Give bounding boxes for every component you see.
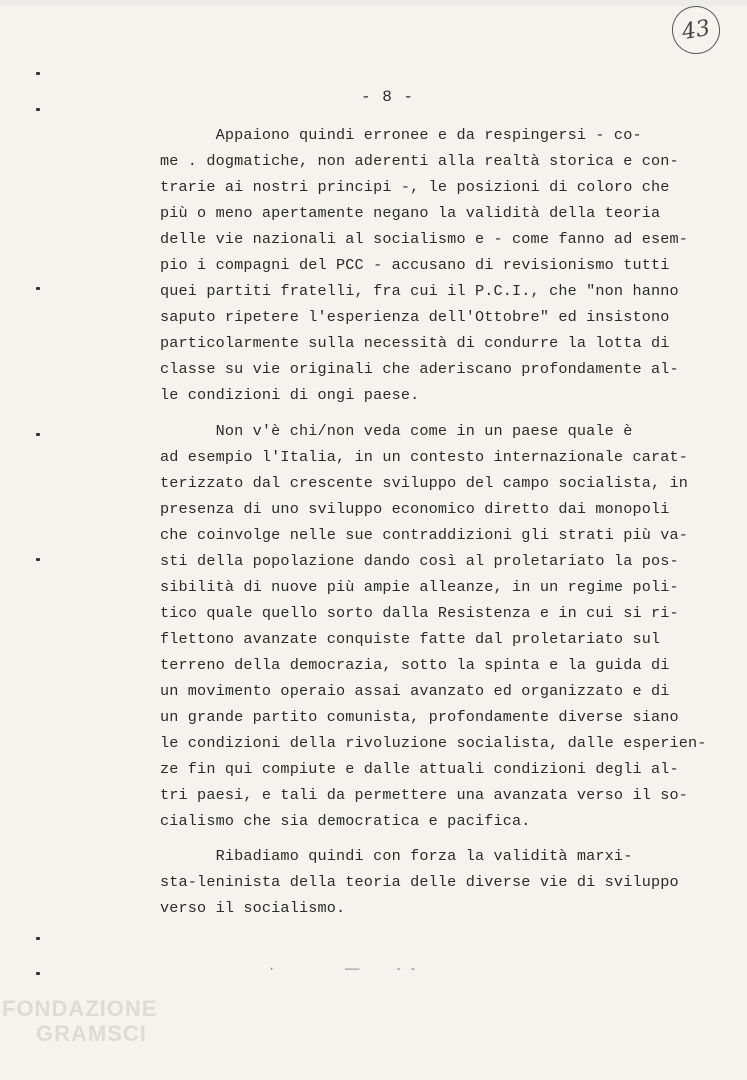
text-line: flettono avanzate conquiste fatte dal proletariato sul <box>160 630 661 648</box>
text-line: Non v'è chi/non veda come in un paese quale è <box>160 422 633 440</box>
text-line: pio i compagni del PCC - accusano di revisionismo tutti <box>160 256 670 274</box>
text-line: un grande partito comunista, profondamente diverse siano <box>160 708 679 726</box>
margin-mark <box>36 972 40 975</box>
text-line: Appaiono quindi erronee e da respingersi - co- <box>160 126 642 144</box>
text-line: saputo ripetere l'esperienza dell'Ottobre" ed insistono <box>160 308 670 326</box>
text-line: che coinvolge nelle sue contraddizioni gli strati più va- <box>160 526 689 544</box>
text-line: quei partiti fratelli, fra cui il P.C.I., che "non hanno <box>160 282 679 300</box>
archive-watermark <box>2 996 157 1046</box>
text-line: trarie ai nostri principi -, le posizioni di coloro che <box>160 178 670 196</box>
text-line: sta-leninista della teoria delle diverse vie di sviluppo <box>160 873 679 891</box>
text-line: ad esempio l'Italia, in un contesto internazionale carat- <box>160 448 689 466</box>
ink-smudge: - - <box>395 962 417 976</box>
text-line: terizzato dal crescente sviluppo del campo socialista, in <box>160 474 689 492</box>
page-number: - 8 - <box>361 88 415 106</box>
text-line: ze fin qui compiute e dalle attuali condizioni degli al- <box>160 760 679 778</box>
margin-mark <box>36 72 40 75</box>
text-line: più o meno apertamente negano la validità della teoria <box>160 204 661 222</box>
text-line: tico quale quello sorto dalla Resistenza e in cui si ri- <box>160 604 679 622</box>
text-line: Ribadiamo quindi con forza la validità marxi- <box>160 847 633 865</box>
text-line: particolarmente sulla necessità di condurre la lotta di <box>160 334 670 352</box>
text-line: terreno della democrazia, sotto la spinta e la guida di <box>160 656 670 674</box>
margin-mark <box>36 937 40 940</box>
text-line: me . dogmatiche, non aderenti alla realtà storica e con- <box>160 152 679 170</box>
text-line: delle vie nazionali al socialismo e - come fanno ad esem- <box>160 230 689 248</box>
margin-mark <box>36 558 40 561</box>
text-line: tri paesi, e tali da permettere una avanzata verso il so- <box>160 786 689 804</box>
text-line: un movimento operaio assai avanzato ed organizzato e di <box>160 682 670 700</box>
text-line: sibilità di nuove più ampie alleanze, in un regime poli- <box>160 578 679 596</box>
text-line: le condizioni di ongi paese. <box>160 386 420 404</box>
text-line: classe su vie originali che aderiscano profondamente al- <box>160 360 679 378</box>
watermark-line: GRAMSCI <box>36 1021 147 1046</box>
watermark-line: FONDAZIONE <box>2 996 158 1021</box>
margin-mark <box>36 108 40 111</box>
ink-smudge: · <box>268 962 276 976</box>
text-line: le condizioni della rivoluzione socialista, dalle esperien- <box>160 734 707 752</box>
text-line: sti della popolazione dando così al proletariato la pos- <box>160 552 679 570</box>
archive-page-number: 43 <box>668 2 724 58</box>
margin-mark <box>36 287 40 290</box>
text-line: presenza di uno sviluppo economico diretto dai monopoli <box>160 500 670 518</box>
margin-mark <box>36 433 40 436</box>
text-line: cialismo che sia democratica e pacifica. <box>160 812 531 830</box>
text-line: verso il socialismo. <box>160 899 346 917</box>
ink-smudge: —— <box>345 962 360 976</box>
